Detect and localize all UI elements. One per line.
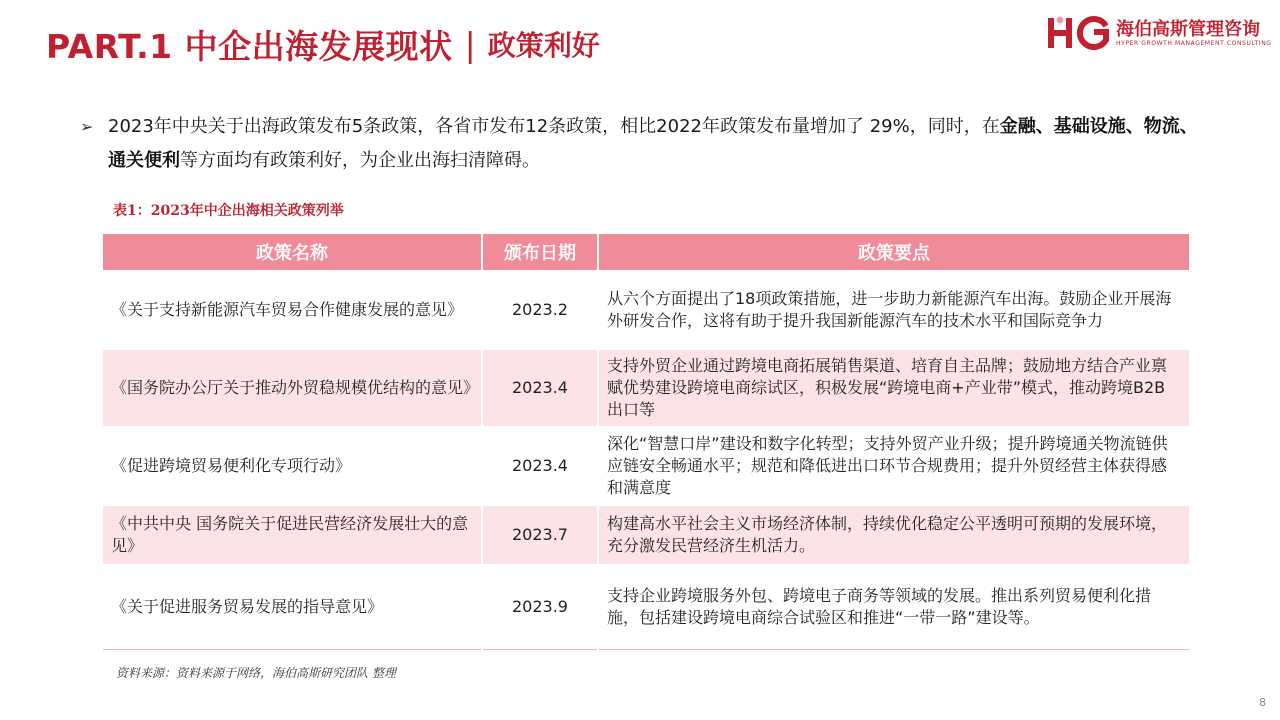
page-title [46,22,600,66]
hg-logo-icon [1046,12,1110,52]
title-separator: | [464,24,476,64]
intro-part1: 2023年中央关于出海政策发布5条政策，各省市发布12条政策，相比2022年政策发布量增加了 29%，同时，在 [108,116,1000,137]
header-date: 颁布日期 [482,233,598,271]
policy-date: 2023.7 [482,505,598,565]
policy-date: 2023.9 [482,565,598,649]
policy-name: 《中共中央 国务院关于促进民营经济发展壮大的意见》 [102,505,482,565]
policy-name: 《关于支持新能源汽车贸易合作健康发展的意见》 [102,271,482,349]
table-row [102,271,1190,349]
policy-points: 深化“智慧口岸”建设和数字化转型；支持外贸产业升级；提升跨境通关物流链供应链安全畅通水平；规范和降低进出口环节合规费用；提升外贸经营主体获得感和满意度 [598,427,1190,505]
policy-date: 2023.2 [482,271,598,349]
policy-date: 2023.4 [482,427,598,505]
title-main: PART.1 中企出海发展现状 [46,26,453,66]
header-policy-name: 政策名称 [102,233,482,271]
table-row [102,505,1190,565]
header-key-points: 政策要点 [598,233,1190,271]
table-header-row [102,233,1190,271]
table-row [102,349,1190,427]
policy-points: 从六个方面提出了18项政策措施，进一步助力新能源汽车出海。鼓励企业开展海外研发合作，这将有助于提升我国新能源汽车的技术水平和国际竞争力 [598,271,1190,349]
table-row [102,565,1190,649]
policy-points: 构建高水平社会主义市场经济体制，持续优化稳定公平透明可预期的发展环境，充分激发民营经济生机活力。 [598,505,1190,565]
company-logo [1046,12,1272,52]
policy-points: 支持外贸企业通过跨境电商拓展销售渠道、培育自主品牌；鼓励地方结合产业禀赋优势建设跨境电商综试区，积极发展“跨境电商+产业带”模式，推动跨境B2B出口等 [598,349,1190,427]
logo-name: 海伯高斯管理咨询 [1116,19,1260,40]
policy-name: 《国务院办公厅关于推动外贸稳规模优结构的意见》 [102,349,482,427]
bullet-arrow-icon: ➢ [80,117,94,136]
page-number: 8 [1259,696,1266,709]
intro-paragraph [80,110,1210,178]
policy-date: 2023.4 [482,349,598,427]
logo-tagline: HYPER GROWTH MANAGEMENT CONSULTING [1116,40,1272,47]
title-sub: 政策利好 [487,29,600,62]
policy-name: 《促进跨境贸易便利化专项行动》 [102,427,482,505]
table-caption: 表1：2023年中企出海相关政策列举 [113,203,344,219]
source-note: 资料来源：资料来源于网络，海伯高斯研究团队 整理 [116,666,396,680]
policy-name: 《关于促进服务贸易发展的指导意见》 [102,565,482,649]
table-row [102,427,1190,505]
intro-part2: 等方面均有政策利好，为企业出海扫清障碍。 [180,150,540,171]
policy-points: 支持企业跨境服务外包、跨境电子商务等领域的发展。推出系列贸易便利化措施，包括建设跨境电商综合试验区和推进“一带一路”建设等。 [598,565,1190,649]
intro-text [108,110,1210,178]
policy-table [101,232,1191,650]
intro-bold: 金融、基础设施、物流、通关便利 [108,116,1198,171]
